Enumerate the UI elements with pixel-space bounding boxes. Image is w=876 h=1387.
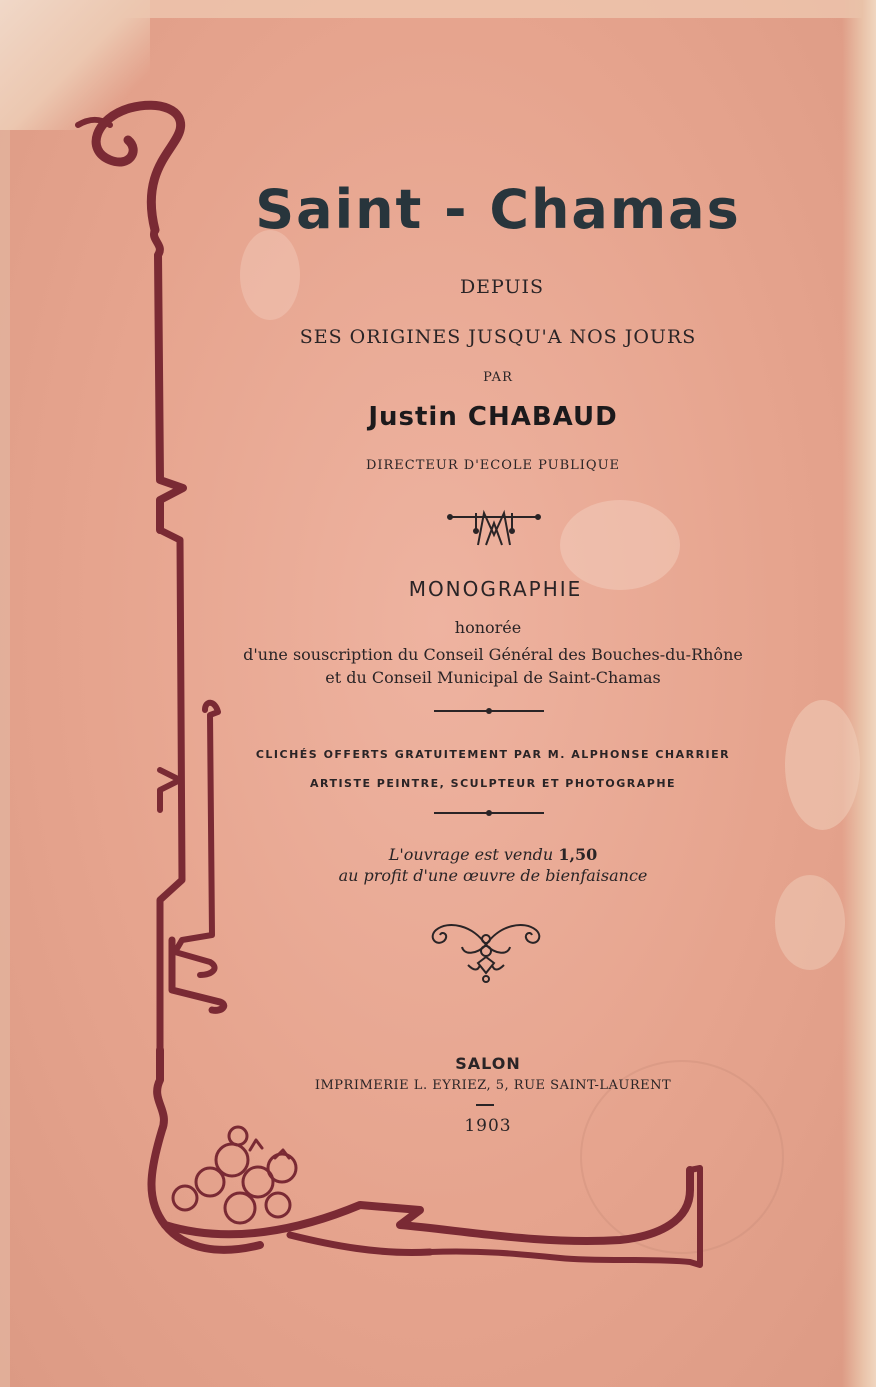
divider-dot bbox=[486, 708, 492, 714]
subtitle: SES ORIGINES JUSQU'A NOS JOURS bbox=[299, 326, 697, 348]
cliches-line-1: CLICHÉS OFFERTS GRATUITEMENT PAR M. ALPHONSE CHARRIER bbox=[255, 748, 731, 761]
printer-line: IMPRIMERIE L. EYRIEZ, 5, RUE SAINT-LAURENT bbox=[314, 1078, 672, 1093]
year: 1903 bbox=[464, 1116, 512, 1136]
price-line-1 bbox=[0, 845, 876, 864]
city: SALON bbox=[455, 1054, 521, 1073]
short-rule bbox=[476, 1104, 494, 1106]
fleuron-icon bbox=[428, 915, 544, 985]
monogram-icon bbox=[446, 505, 542, 551]
monographie-heading: MONOGRAPHIE bbox=[408, 577, 583, 601]
price-line-2: au profit d'une œuvre de bienfaisance bbox=[338, 866, 648, 885]
souscription-line-1: d'une souscription du Conseil Général des Bouches-du-Rhône bbox=[243, 645, 743, 664]
depuis-text: DEPUIS bbox=[459, 276, 545, 298]
cliches-line-2: ARTISTE PEINTRE, SCULPTEUR ET PHOTOGRAPHE bbox=[309, 777, 677, 790]
price-value: 1,50 bbox=[558, 845, 598, 864]
par-text: PAR bbox=[483, 370, 513, 385]
author-name: Justin CHABAUD bbox=[368, 402, 618, 432]
honoree-text: honorée bbox=[454, 618, 522, 637]
souscription-line-2: et du Conseil Municipal de Saint-Chamas bbox=[325, 668, 661, 687]
book-title: Saint - Chamas bbox=[255, 178, 741, 241]
price-prefix: L'ouvrage est vendu bbox=[388, 845, 554, 864]
author-role: DIRECTEUR D'ECOLE PUBLIQUE bbox=[365, 458, 621, 473]
divider-dot bbox=[486, 810, 492, 816]
